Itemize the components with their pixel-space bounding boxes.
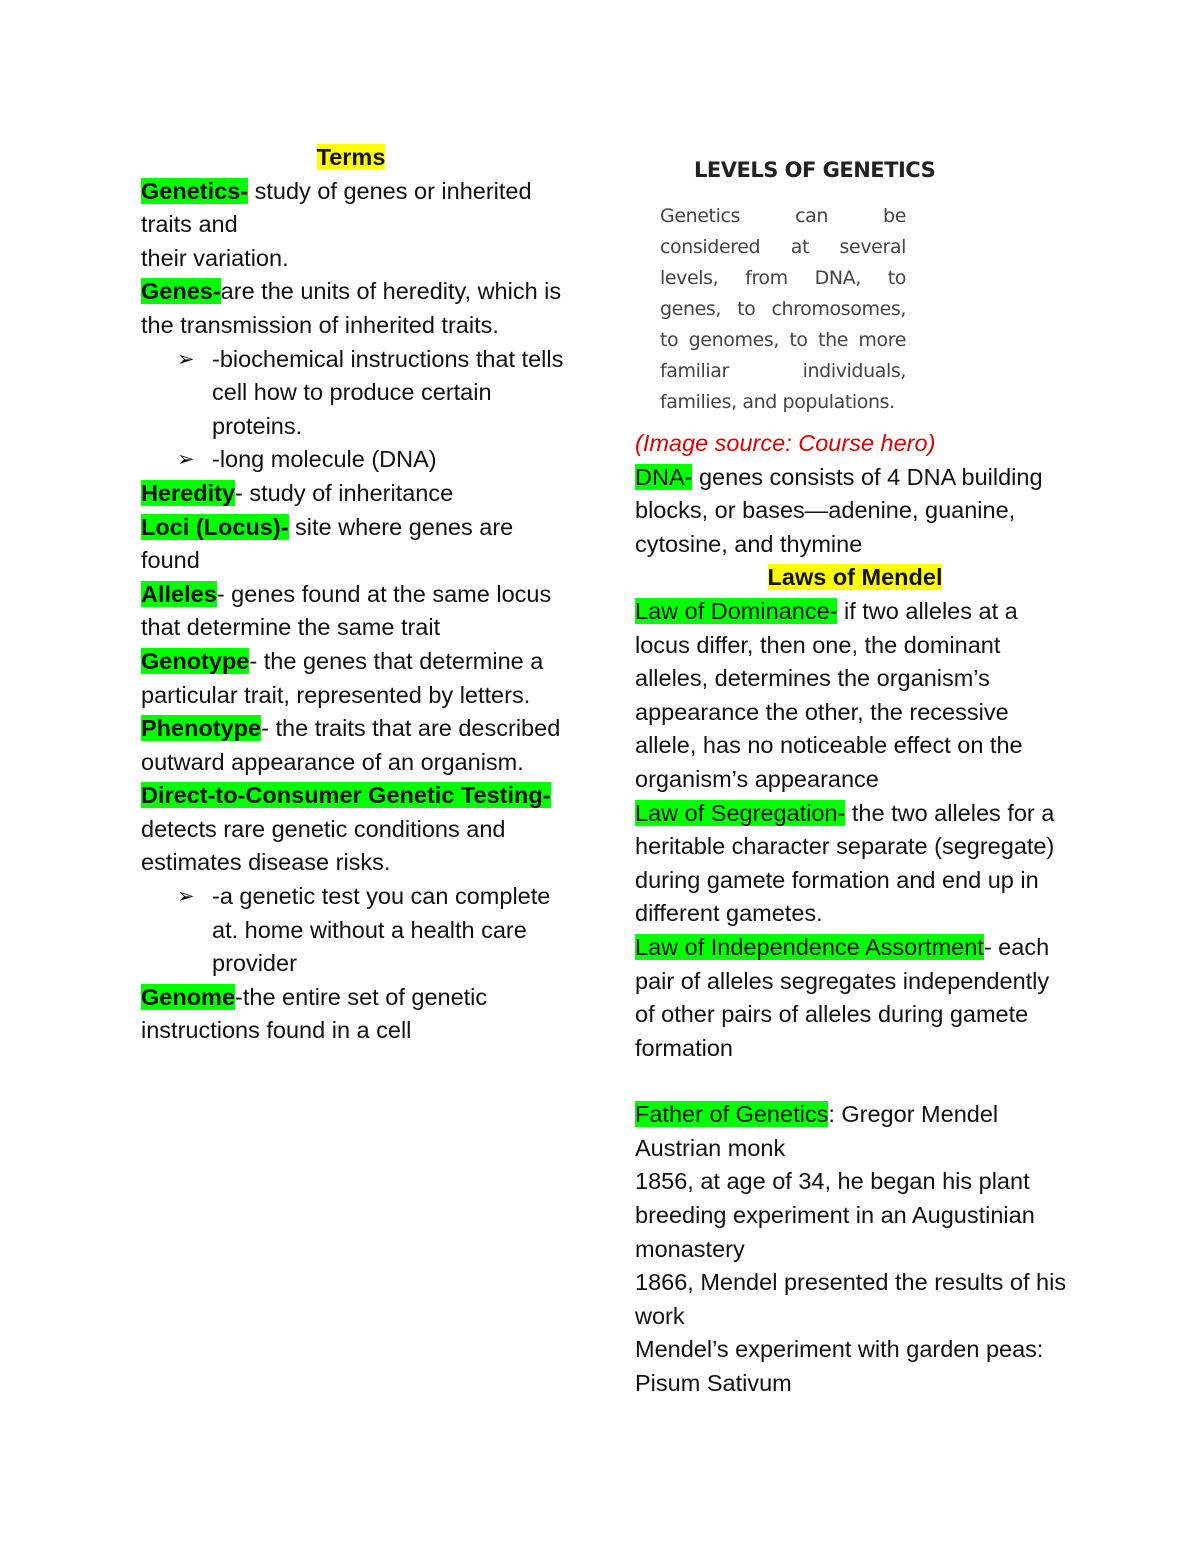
- segregation-definition: the two alleles for a heritable character separate (segregate) during gamete formation and end up in different gametes.: [635, 799, 1055, 927]
- genotype-term: Genotype: [141, 647, 250, 674]
- father-definition: : Gregor Mendel: [828, 1101, 999, 1128]
- laws-heading: [635, 561, 1075, 595]
- terms-column: [141, 141, 571, 1048]
- dtc-entry: [141, 779, 571, 813]
- heredity-definition: - study of inheritance: [235, 479, 454, 506]
- dtc-definition: detects rare genetic conditions and estimates disease risks.: [141, 815, 506, 876]
- dtc-bullet: [141, 880, 571, 981]
- genes-bullet-text: -biochemical instructions that tells cell how to produce certain proteins.: [212, 345, 564, 439]
- mendel-fact-2: 1856, at age of 34, he began his plant breeding experiment in an Augustinian monastery: [635, 1168, 1035, 1262]
- father-entry: [635, 1098, 1075, 1132]
- dna-entry: [635, 461, 1075, 562]
- arrow-bullet-icon: ➢: [177, 448, 195, 472]
- segregation-entry: [635, 797, 1075, 931]
- arrow-bullet-icon: ➢: [177, 347, 195, 371]
- genetics-definition: study of genes or inherited traits and: [141, 177, 532, 238]
- father-term: Father of Genetics: [635, 1101, 829, 1128]
- genes-bullet-2: [141, 443, 571, 477]
- independence-definition: - each pair of alleles segregates independently of other pairs of alleles during gamete formation: [635, 933, 1050, 1061]
- genome-term: Genome: [141, 983, 236, 1010]
- terms-heading: [141, 141, 571, 175]
- dtc-term: Direct-to-Consumer Genetic Testing-: [141, 782, 551, 809]
- levels-of-genetics-image: [660, 155, 1075, 425]
- genes-definition: are the units of heredity, which is the transmission of inherited traits.: [141, 278, 562, 338]
- image-source: (Image source: Course hero): [635, 430, 936, 456]
- heredity-entry: [141, 477, 571, 511]
- laws-title: Laws of Mendel: [767, 564, 943, 591]
- dna-term: DNA-: [635, 463, 693, 490]
- independence-term: Law of Independence Assortment: [635, 933, 984, 960]
- genes-bullet-1: [141, 343, 571, 444]
- dominance-term: Law of Dominance-: [635, 597, 838, 624]
- independence-entry: [635, 931, 1075, 1065]
- figure-title: LEVELS OF GENETICS: [694, 158, 936, 182]
- dominance-definition: if two alleles at a locus differ, then one, the dominant alleles, determines the organism’s appearance the other, the recessive allele, has no noticeable effect on the organism’s appearance: [635, 597, 1023, 792]
- dna-definition: genes consists of 4 DNA building blocks, or bases—adenine, guanine, cytosine, and thymine: [635, 463, 1043, 557]
- segregation-term: Law of Segregation-: [635, 799, 846, 826]
- alleles-term: Alleles: [141, 580, 217, 607]
- figure-text: Genetics can be considered at several levels, from DNA, to genes, to chromosomes, to genomes, to the more familiar individuals, families, and populations.: [660, 205, 906, 413]
- loci-definition: site where genes are found: [141, 513, 514, 574]
- mendel-fact-1: Austrian monk: [635, 1134, 786, 1161]
- dominance-entry: [635, 595, 1075, 797]
- spacer: [635, 1065, 1075, 1098]
- genes-entry: [141, 275, 571, 342]
- genes-term: Genes-: [141, 278, 221, 305]
- genotype-entry: [141, 645, 571, 712]
- heredity-term: Heredity: [141, 479, 236, 506]
- mendel-column: [635, 155, 1075, 1401]
- terms-title: Terms: [316, 144, 386, 170]
- phenotype-entry: [141, 712, 571, 779]
- genotype-definition: - the genes that determine a particular trait, represented by letters.: [141, 647, 544, 708]
- mendel-fact-3: 1866, Mendel presented the results of his work: [635, 1269, 1067, 1329]
- phenotype-definition: - the traits that are described outward appearance of an organism.: [141, 715, 561, 775]
- genome-entry: [141, 981, 571, 1048]
- genetics-term: Genetics-: [141, 177, 249, 204]
- genes-bullet-text: -long molecule (DNA): [212, 446, 437, 473]
- loci-term: Loci (Locus)-: [141, 513, 289, 540]
- genetics-definition-cont: their variation.: [141, 244, 289, 271]
- dtc-bullet-text: -a genetic test you can complete at. home without a health care provider: [212, 883, 551, 977]
- genetics-entry: [141, 175, 571, 242]
- genome-definition: -the entire set of genetic instructions found in a cell: [141, 983, 488, 1044]
- alleles-definition: - genes found at the same locus that determine the same trait: [141, 580, 552, 641]
- phenotype-term: Phenotype: [141, 715, 262, 742]
- alleles-entry: [141, 578, 571, 645]
- loci-entry: [141, 511, 571, 578]
- mendel-fact-4: Mendel’s experiment with garden peas: Pisum Sativum: [635, 1336, 1044, 1397]
- arrow-bullet-icon: ➢: [177, 885, 195, 909]
